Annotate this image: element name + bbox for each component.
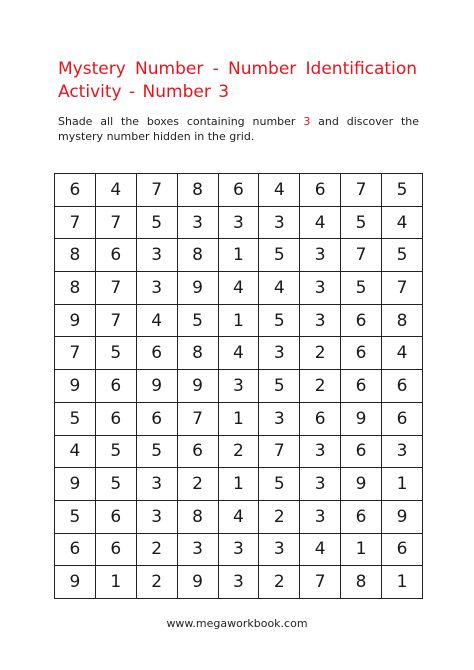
instructions-before: Shade all the boxes containing number bbox=[58, 115, 304, 128]
grid-row bbox=[55, 337, 423, 370]
grid-cell[interactable]: 6 bbox=[95, 533, 136, 566]
grid-cell[interactable]: 9 bbox=[177, 272, 218, 305]
grid-cell[interactable]: 3 bbox=[259, 402, 300, 435]
grid-cell[interactable]: 4 bbox=[259, 272, 300, 305]
grid-cell[interactable]: 2 bbox=[300, 370, 341, 403]
grid-cell[interactable]: 4 bbox=[218, 500, 259, 533]
grid-cell[interactable]: 6 bbox=[341, 304, 382, 337]
grid-cell[interactable]: 7 bbox=[55, 206, 96, 239]
grid-cell[interactable]: 3 bbox=[259, 337, 300, 370]
grid-row bbox=[55, 239, 423, 272]
grid-cell[interactable]: 7 bbox=[300, 566, 341, 599]
grid-cell[interactable]: 6 bbox=[55, 533, 96, 566]
grid-cell[interactable]: 5 bbox=[55, 500, 96, 533]
grid-cell[interactable]: 2 bbox=[136, 533, 177, 566]
grid-cell[interactable]: 5 bbox=[95, 337, 136, 370]
grid-cell[interactable]: 3 bbox=[218, 566, 259, 599]
grid-cell[interactable]: 6 bbox=[300, 402, 341, 435]
grid-cell[interactable]: 5 bbox=[341, 206, 382, 239]
grid-cell[interactable]: 6 bbox=[341, 435, 382, 468]
grid-cell[interactable]: 4 bbox=[136, 304, 177, 337]
grid-cell[interactable]: 6 bbox=[136, 402, 177, 435]
grid-cell[interactable]: 1 bbox=[95, 566, 136, 599]
grid-cell[interactable]: 3 bbox=[259, 533, 300, 566]
grid-cell[interactable]: 5 bbox=[95, 468, 136, 501]
grid-cell[interactable]: 3 bbox=[300, 272, 341, 305]
grid-cell[interactable]: 7 bbox=[382, 272, 423, 305]
grid-cell[interactable]: 6 bbox=[300, 174, 341, 207]
grid-cell[interactable]: 9 bbox=[136, 370, 177, 403]
grid-cell[interactable]: 6 bbox=[341, 370, 382, 403]
number-grid-body bbox=[55, 174, 423, 599]
grid-cell[interactable]: 4 bbox=[218, 272, 259, 305]
grid-cell[interactable]: 3 bbox=[177, 206, 218, 239]
grid-cell[interactable]: 5 bbox=[177, 304, 218, 337]
grid-cell[interactable]: 5 bbox=[259, 239, 300, 272]
grid-cell[interactable]: 3 bbox=[300, 304, 341, 337]
grid-cell[interactable]: 3 bbox=[136, 239, 177, 272]
grid-cell[interactable]: 3 bbox=[218, 533, 259, 566]
grid-cell[interactable]: 3 bbox=[218, 370, 259, 403]
grid-cell[interactable]: 6 bbox=[341, 337, 382, 370]
grid-cell[interactable]: 6 bbox=[341, 500, 382, 533]
grid-cell[interactable]: 4 bbox=[55, 435, 96, 468]
grid-cell[interactable]: 3 bbox=[300, 239, 341, 272]
grid-cell[interactable]: 9 bbox=[55, 566, 96, 599]
grid-cell[interactable]: 4 bbox=[300, 206, 341, 239]
grid-cell[interactable]: 5 bbox=[382, 174, 423, 207]
grid-cell[interactable]: 6 bbox=[95, 370, 136, 403]
grid-cell[interactable]: 9 bbox=[341, 468, 382, 501]
instructions-after: and discover the mystery number hidden in the grid. bbox=[58, 115, 419, 143]
grid-row bbox=[55, 174, 423, 207]
grid-cell[interactable]: 7 bbox=[341, 174, 382, 207]
grid-cell[interactable]: 3 bbox=[136, 468, 177, 501]
grid-cell[interactable]: 3 bbox=[136, 500, 177, 533]
grid-cell[interactable]: 8 bbox=[177, 239, 218, 272]
grid-cell[interactable]: 4 bbox=[259, 174, 300, 207]
website-footer: www.megaworkbook.com bbox=[166, 617, 308, 630]
grid-cell[interactable]: 6 bbox=[55, 174, 96, 207]
grid-cell[interactable]: 7 bbox=[95, 272, 136, 305]
grid-cell[interactable]: 5 bbox=[341, 272, 382, 305]
grid-cell[interactable]: 4 bbox=[300, 533, 341, 566]
grid-row bbox=[55, 206, 423, 239]
grid-cell[interactable]: 5 bbox=[382, 239, 423, 272]
grid-cell[interactable]: 6 bbox=[218, 174, 259, 207]
grid-cell[interactable]: 6 bbox=[136, 337, 177, 370]
grid-cell[interactable]: 6 bbox=[382, 533, 423, 566]
grid-cell[interactable]: 5 bbox=[136, 206, 177, 239]
grid-cell[interactable]: 4 bbox=[218, 337, 259, 370]
grid-cell[interactable]: 3 bbox=[177, 533, 218, 566]
grid-cell[interactable]: 9 bbox=[177, 370, 218, 403]
grid-cell[interactable]: 1 bbox=[218, 239, 259, 272]
instructions-text bbox=[58, 114, 419, 144]
grid-cell[interactable]: 9 bbox=[55, 468, 96, 501]
grid-cell[interactable]: 9 bbox=[177, 566, 218, 599]
grid-row bbox=[55, 272, 423, 305]
number-grid bbox=[54, 173, 423, 599]
grid-cell[interactable]: 8 bbox=[177, 337, 218, 370]
grid-cell[interactable]: 6 bbox=[95, 402, 136, 435]
grid-cell[interactable]: 7 bbox=[95, 304, 136, 337]
grid-cell[interactable]: 2 bbox=[300, 337, 341, 370]
grid-cell[interactable]: 7 bbox=[177, 402, 218, 435]
grid-row bbox=[55, 566, 423, 599]
grid-cell[interactable]: 3 bbox=[300, 435, 341, 468]
grid-cell[interactable]: 6 bbox=[177, 435, 218, 468]
grid-cell[interactable]: 8 bbox=[177, 500, 218, 533]
grid-cell[interactable]: 9 bbox=[55, 304, 96, 337]
grid-cell[interactable]: 9 bbox=[382, 500, 423, 533]
grid-cell[interactable]: 8 bbox=[55, 239, 96, 272]
grid-cell[interactable]: 9 bbox=[341, 402, 382, 435]
grid-row bbox=[55, 533, 423, 566]
grid-row bbox=[55, 304, 423, 337]
grid-cell[interactable]: 2 bbox=[218, 435, 259, 468]
grid-cell[interactable]: 7 bbox=[95, 206, 136, 239]
instructions-target-number: 3 bbox=[303, 115, 311, 128]
grid-row bbox=[55, 402, 423, 435]
grid-cell[interactable]: 2 bbox=[136, 566, 177, 599]
grid-cell[interactable]: 3 bbox=[136, 272, 177, 305]
grid-cell[interactable]: 1 bbox=[341, 533, 382, 566]
grid-cell[interactable]: 4 bbox=[95, 174, 136, 207]
grid-cell[interactable]: 5 bbox=[95, 435, 136, 468]
grid-row bbox=[55, 435, 423, 468]
grid-row bbox=[55, 500, 423, 533]
grid-cell[interactable]: 8 bbox=[382, 304, 423, 337]
grid-cell[interactable]: 9 bbox=[55, 370, 96, 403]
grid-cell[interactable]: 3 bbox=[382, 435, 423, 468]
grid-cell[interactable]: 1 bbox=[218, 304, 259, 337]
grid-cell[interactable]: 4 bbox=[382, 337, 423, 370]
grid-cell[interactable]: 7 bbox=[55, 337, 96, 370]
grid-cell[interactable]: 7 bbox=[136, 174, 177, 207]
grid-cell[interactable]: 8 bbox=[177, 174, 218, 207]
grid-cell[interactable]: 3 bbox=[259, 206, 300, 239]
grid-cell[interactable]: 7 bbox=[259, 435, 300, 468]
grid-row bbox=[55, 468, 423, 501]
grid-cell[interactable]: 1 bbox=[382, 468, 423, 501]
grid-cell[interactable]: 1 bbox=[218, 402, 259, 435]
grid-cell[interactable]: 6 bbox=[382, 402, 423, 435]
grid-row bbox=[55, 370, 423, 403]
grid-cell[interactable]: 4 bbox=[382, 206, 423, 239]
grid-cell[interactable]: 5 bbox=[259, 468, 300, 501]
grid-cell[interactable]: 5 bbox=[55, 402, 96, 435]
grid-cell[interactable]: 5 bbox=[136, 435, 177, 468]
grid-cell[interactable]: 7 bbox=[341, 239, 382, 272]
grid-cell[interactable]: 6 bbox=[95, 239, 136, 272]
grid-cell[interactable]: 1 bbox=[218, 468, 259, 501]
grid-cell[interactable]: 5 bbox=[259, 370, 300, 403]
grid-cell[interactable]: 3 bbox=[218, 206, 259, 239]
grid-cell[interactable]: 5 bbox=[259, 304, 300, 337]
grid-cell[interactable]: 6 bbox=[95, 500, 136, 533]
grid-cell[interactable]: 1 bbox=[382, 566, 423, 599]
grid-cell[interactable]: 8 bbox=[55, 272, 96, 305]
grid-cell[interactable]: 2 bbox=[259, 500, 300, 533]
grid-cell[interactable]: 2 bbox=[259, 566, 300, 599]
grid-cell[interactable]: 3 bbox=[300, 500, 341, 533]
grid-cell[interactable]: 3 bbox=[300, 468, 341, 501]
grid-cell[interactable]: 8 bbox=[341, 566, 382, 599]
grid-cell[interactable]: 6 bbox=[382, 370, 423, 403]
grid-cell[interactable]: 2 bbox=[177, 468, 218, 501]
worksheet-title: Mystery Number - Number Identification Activity - Number 3 bbox=[58, 59, 417, 102]
